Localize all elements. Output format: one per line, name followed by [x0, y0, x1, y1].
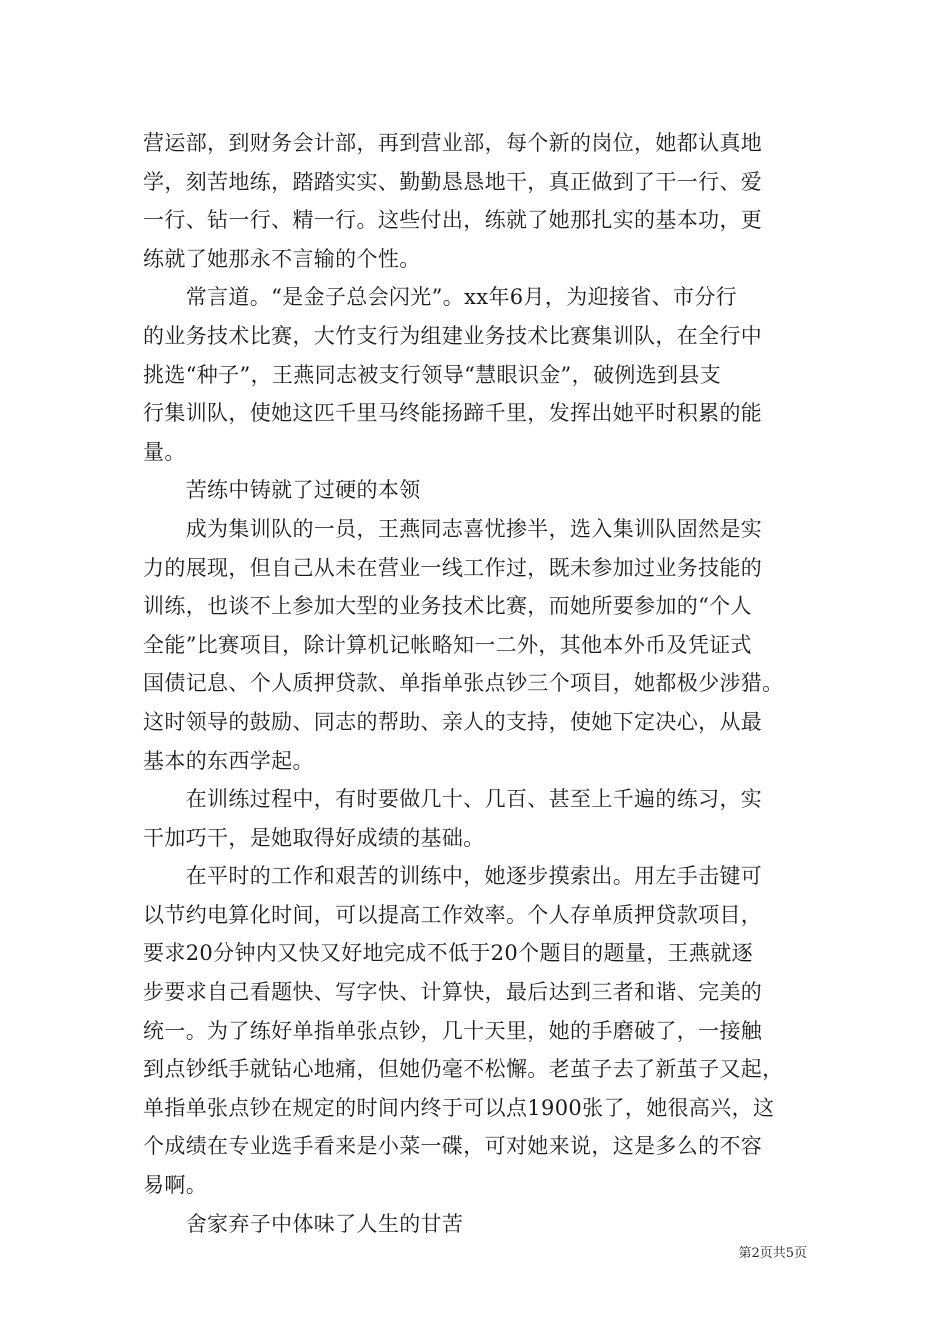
text-line: 这时领导的鼓励、同志的帮助、亲人的支持，使她下定决心，从最 — [143, 709, 763, 734]
page-number: 第2页共5页 — [738, 1246, 807, 1261]
text-line: 营运部，到财务会计部，再到营业部，每个新的岗位，她都认真地 — [143, 131, 763, 155]
section-heading: 苦练中铸就了过硬的本领 — [143, 478, 421, 503]
text-line: 个成绩在专业选手看来是小菜一碟，可对她来说，这是多么的不容 — [143, 1134, 763, 1159]
section-heading: 舍家弃子中体味了人生的甘苦 — [143, 1211, 464, 1236]
body-text — [143, 124, 813, 1243]
text-line: 学，刻苦地练，踏踏实实、勤勤恳恳地干，真正做到了干一行、爱 — [143, 169, 763, 194]
text-line: 到点钞纸手就钻心地痛，但她仍毫不松懈。老茧子去了新茧子又起， — [143, 1057, 784, 1082]
text-line: 在平时的工作和艰苦的训练中，她逐步摸索出。用左手击键可 — [143, 864, 763, 889]
text-line: 行集训队，使她这匹千里马终能扬蹄千里，发挥出她平时积累的能 — [143, 401, 763, 426]
text-line: 步要求自己看题快、写字快、计算快，最后达到三者和谐、完美的 — [143, 980, 763, 1005]
text-line: 单指单张点钞在规定的时间内终于可以点1900张了，她很高兴，这 — [143, 1095, 775, 1120]
text-line: 量。 — [143, 439, 186, 464]
text-line: 易啊。 — [143, 1173, 208, 1198]
text-line: 国债记息、个人质押贷款、单指单张点钞三个项目，她都极少涉猎。 — [143, 671, 784, 696]
text-line: 常言道。“是金子总会闪光”。xx年6月，为迎接省、市分行 — [143, 285, 738, 310]
text-line: 力的展现，但自己从未在营业一线工作过，既未参加过业务技能的 — [143, 555, 763, 580]
text-line: 成为集训队的一员，王燕同志喜忧掺半，选入集训队固然是实 — [143, 516, 763, 541]
text-line: 在训练过程中，有时要做几十、几百、甚至上千遍的练习，实 — [143, 787, 763, 812]
text-line: 干加巧干，是她取得好成绩的基础。 — [143, 825, 485, 850]
text-line: 基本的东西学起。 — [143, 748, 314, 773]
text-line: 统一。为了练好单指单张点钞，几十天里，她的手磨破了，一接触 — [143, 1018, 763, 1043]
text-line: 训练，也谈不上参加大型的业务技术比赛，而她所要参加的“个人 — [143, 594, 752, 619]
text-line: 要求20分钟内又快又好地完成不低于20个题目的题量，王燕就逐 — [143, 941, 753, 966]
text-line: 以节约电算化时间，可以提高工作效率。个人存单质押贷款项目， — [143, 902, 763, 927]
text-line: 的业务技术比赛，大竹支行为组建业务技术比赛集训队，在全行中 — [143, 323, 763, 348]
text-line: 一行、钻一行、精一行。这些付出，练就了她那扎实的基本功，更 — [143, 208, 763, 233]
text-line: 练就了她那永不言输的个性。 — [143, 246, 421, 271]
text-line: 全能”比赛项目，除计算机记帐略知一二外，其他本外币及凭证式 — [143, 632, 752, 657]
text-line: 挑选“种子”，王燕同志被支行领导“慧眼识金”，破例选到县支 — [143, 362, 722, 387]
